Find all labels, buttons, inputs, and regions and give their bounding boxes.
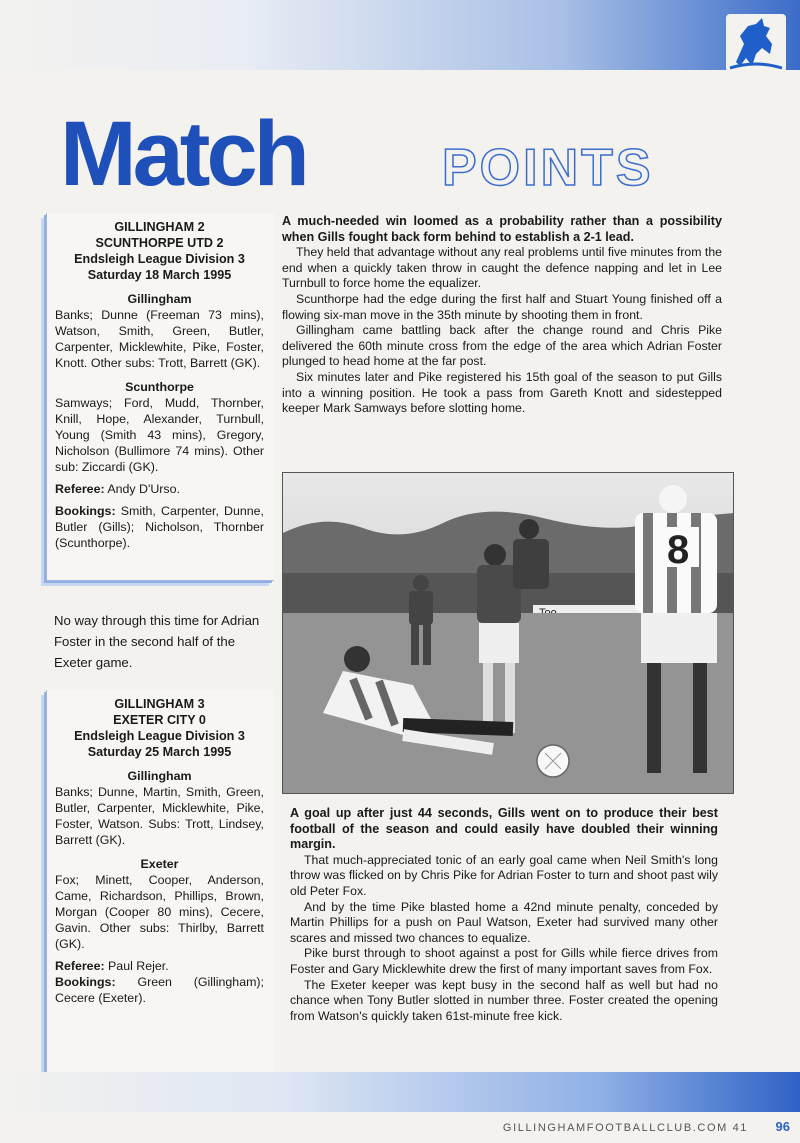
article-paragraph: They held that advantage without any real problems until five minutes from the end when a quickly taken throw in caught the defence napping and let in Lee Turnbull to force home the equalizer. bbox=[282, 245, 722, 291]
match-report-box-exeter bbox=[46, 690, 274, 1100]
article-exeter bbox=[290, 806, 718, 1024]
competition: Endsleigh League Division 3 bbox=[74, 729, 245, 743]
footer-url-text: GILLINGHAMFOOTBALLCLUB.COM bbox=[502, 1122, 728, 1134]
bookings-label: Bookings: bbox=[55, 975, 116, 989]
match-date: Saturday 18 March 1995 bbox=[87, 268, 232, 282]
article-scunthorpe bbox=[282, 214, 722, 417]
club-crest-logo bbox=[726, 14, 786, 72]
referee-name: Andy D'Urso. bbox=[107, 482, 180, 496]
referee-line bbox=[55, 958, 264, 974]
bookings-line bbox=[55, 503, 264, 551]
team2-lineup: Fox; Minett, Cooper, Anderson, Came, Richardson, Phillips, Brown, Morgan (Cooper 80 mins), Cecere, Gavin. Other subs: Thirlby, Barrett (GK). bbox=[55, 873, 264, 951]
title-match: Match bbox=[60, 103, 306, 205]
team2-heading: Exeter bbox=[140, 857, 179, 871]
referee-label: Referee: bbox=[55, 959, 105, 973]
article-paragraph: Gillingham came battling back after the change round and Chris Pike delivered the 60th minute cross from the edge of the area which Adrian Foster plunged to head home at the far post. bbox=[282, 323, 722, 369]
score-line-away: EXETER CITY 0 bbox=[113, 713, 206, 727]
article-paragraph: Six minutes later and Pike registered his 15th goal of the season to put Gills into a winning position. He took a pass from Gareth Knott and sidestepped keeper Mark Samways before slotting home. bbox=[282, 369, 722, 416]
photo-caption: No way through this time for Adrian Foster in the second half of the Exeter game. bbox=[54, 613, 260, 670]
team2-lineup: Samways; Ford, Mudd, Thornber, Knill, Hope, Alexander, Turnbull, Young (Smith 43 mins), Gregory, Nicholson (Bullimore 74 mins). Other sub: Ziccardi (GK). bbox=[55, 396, 264, 474]
footer-page-number: 41 bbox=[732, 1122, 748, 1134]
team2-heading: Scunthorpe bbox=[125, 380, 194, 394]
article-lead: A much-needed win loomed as a probability rather than a possibility when Gills fought back form behind to establish a 2-1 lead. bbox=[282, 214, 722, 244]
bottom-gradient-band bbox=[0, 1072, 800, 1112]
bookings-text: Smith, Carpenter, Dunne, Butler (Gills); Nicholson, Thornber (Scunthorpe). bbox=[55, 504, 264, 550]
referee-line bbox=[55, 481, 264, 497]
team1-heading: Gillingham bbox=[127, 292, 192, 306]
bookings-line bbox=[55, 974, 264, 1006]
shirt-number: 8 bbox=[667, 528, 690, 572]
bookings-label: Bookings: bbox=[55, 504, 116, 518]
page-mark: 96 bbox=[775, 1119, 790, 1134]
article-paragraph: And by the time Pike blasted home a 42nd minute penalty, conceded by Martin Phillips for a push on Paul Watson, Exeter had survived many other scares and missed two chances to equalize. bbox=[290, 899, 718, 945]
match-date: Saturday 25 March 1995 bbox=[87, 745, 232, 759]
article-paragraph: Pike burst through to shoot against a post for Gills while fierce drives from Foster and Gary Micklewhite drew the first of many important saves from Fox. bbox=[290, 946, 718, 976]
referee-name: Paul Rejer. bbox=[108, 959, 169, 973]
score-line-home: GILLINGHAM 2 bbox=[114, 220, 205, 234]
title-points: POINTS bbox=[442, 139, 654, 197]
referee-label: Referee: bbox=[55, 482, 105, 496]
team1-lineup: Banks; Dunne, Martin, Smith, Green, Butler, Carpenter, Micklewhite, Pike, Foster, Watson. Subs: Trott, Lindsey, Barrett (GK). bbox=[55, 785, 264, 847]
match-report-box-scunthorpe bbox=[46, 213, 274, 581]
footer-url bbox=[503, 1122, 748, 1134]
white-horse-crest-icon bbox=[726, 14, 786, 72]
match-photo-illustration bbox=[283, 473, 734, 794]
article-paragraph: That much-appreciated tonic of an early goal came when Neil Smith's long throw was flicked on by Chris Pike for Adrian Foster to turn and shoot past wily old Peter Fox. bbox=[290, 852, 718, 898]
team1-heading: Gillingham bbox=[127, 769, 192, 783]
team1-lineup: Banks; Dunne (Freeman 73 mins), Watson, Smith, Green, Butler, Carpenter, Micklewhite, Pike, Foster, Knott. Other subs: Trott, Barrett (GK). bbox=[55, 308, 264, 370]
score-line-home: GILLINGHAM 3 bbox=[114, 697, 205, 711]
score-line-away: SCUNTHORPE UTD 2 bbox=[95, 236, 224, 250]
bookings-text: Green (Gillingham); Cecere (Exeter). bbox=[55, 975, 264, 1005]
match-photo bbox=[282, 472, 734, 794]
article-lead: A goal up after just 44 seconds, Gills went on to produce their best football of the season and could easily have doubled their winning margin. bbox=[290, 806, 718, 852]
article-paragraph: Scunthorpe had the edge during the first half and Stuart Young finished off a flowing six-man move in the 35th minute by shooting them in front. bbox=[282, 291, 722, 322]
competition: Endsleigh League Division 3 bbox=[74, 252, 245, 266]
top-gradient-band bbox=[0, 0, 800, 70]
page-title bbox=[60, 103, 710, 205]
article-paragraph: The Exeter keeper was kept busy in the second half as well but had no chance when Tony Butler slotted in number three. Foster created the opening from Watson's quickly taken 61st-minute free kick. bbox=[290, 977, 718, 1023]
